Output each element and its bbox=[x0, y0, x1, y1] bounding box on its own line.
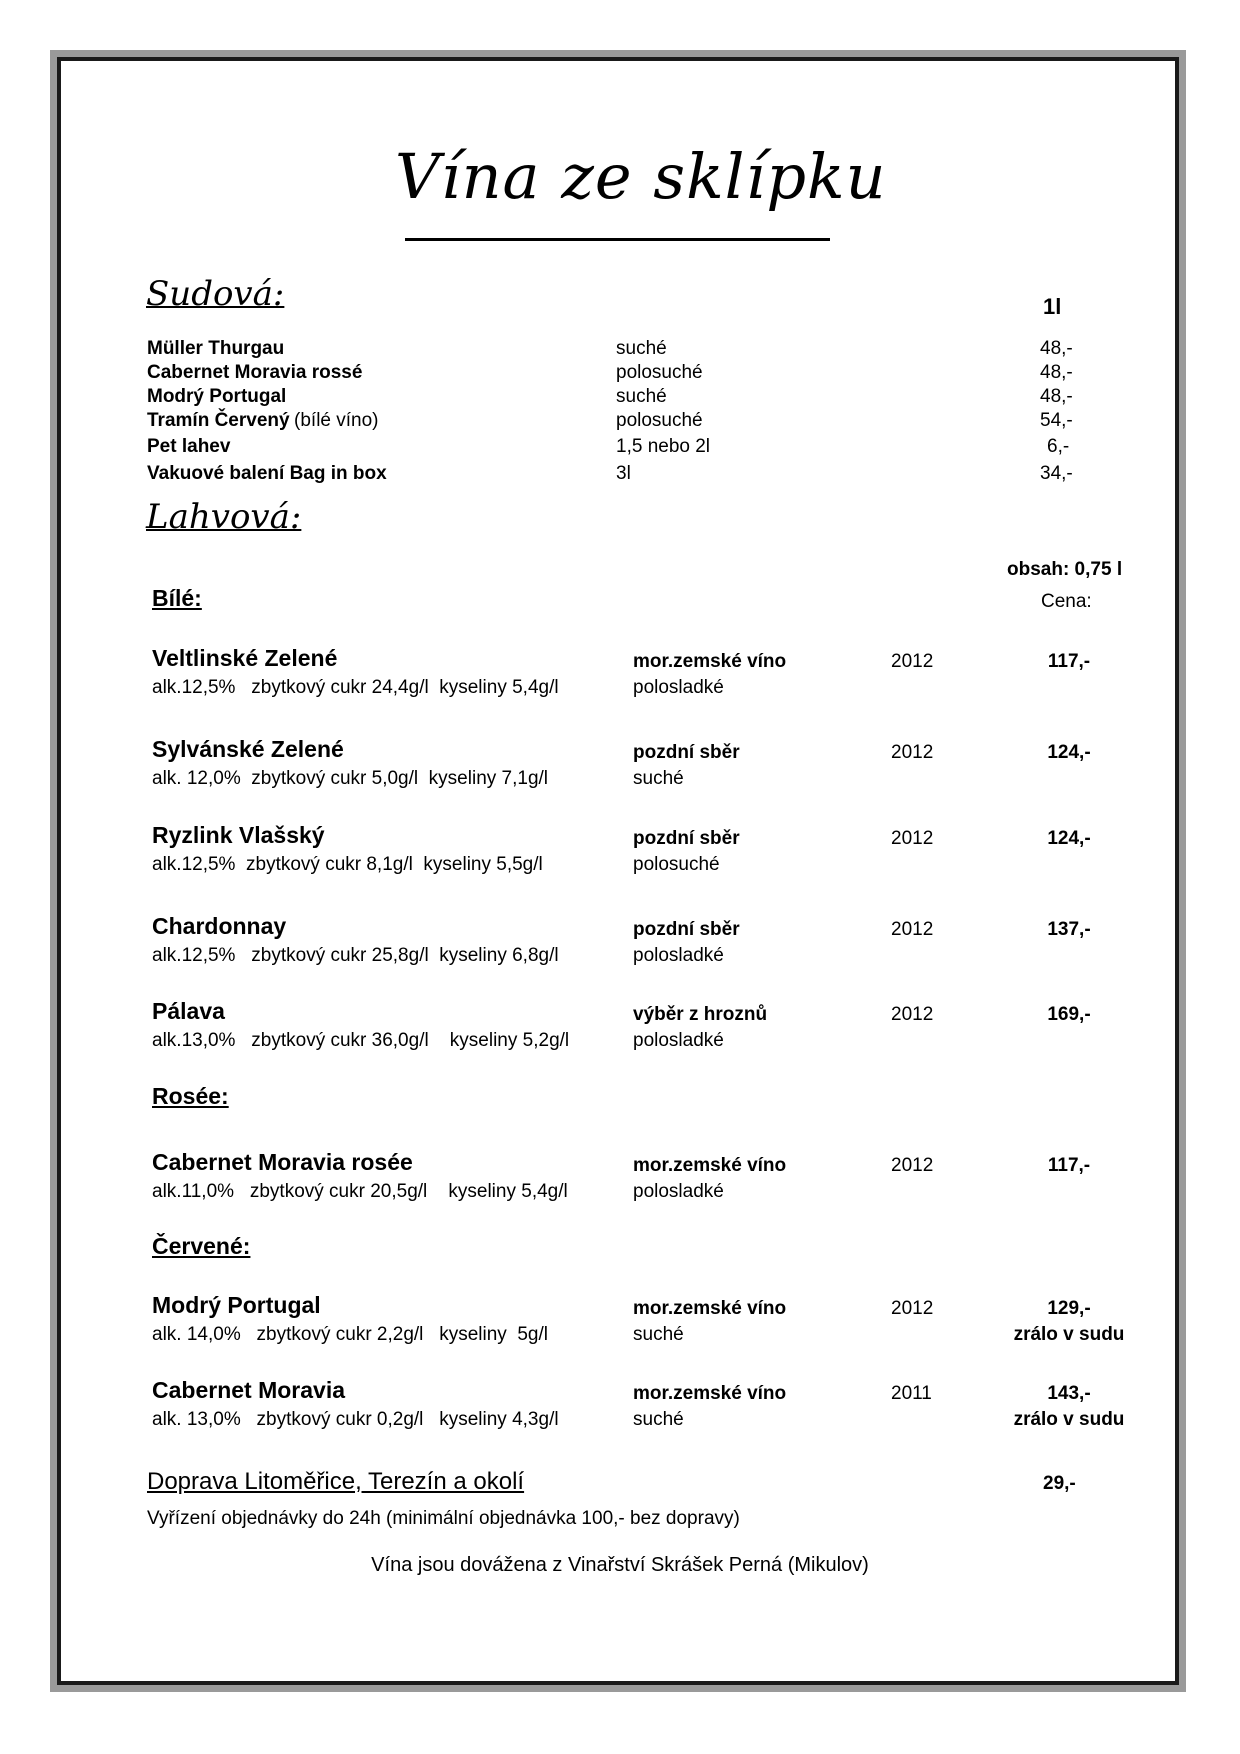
draft-item-price: 48,- bbox=[1040, 338, 1073, 359]
draft-item-name: Pet lahev bbox=[147, 436, 231, 457]
wine-year: 2011 bbox=[891, 1383, 932, 1404]
wine-year: 2012 bbox=[891, 742, 934, 763]
wine-year: 2012 bbox=[891, 1298, 934, 1319]
wine-details: alk. 13,0% zbytkový cukr 0,2g/l kyseliny 4,3g/l bbox=[152, 1409, 559, 1430]
section-heading-rose: Rosée: bbox=[152, 1083, 229, 1109]
wine-details: alk. 12,0% zbytkový cukr 5,0g/l kyseliny 7,1g/l bbox=[152, 768, 549, 789]
price-column-label: Cena: bbox=[1041, 591, 1092, 612]
wine-details: alk.12,5% zbytkový cukr 24,4g/l kyseliny 5,4g/l bbox=[152, 677, 559, 698]
wine-category: mor.zemské víno bbox=[633, 1383, 787, 1404]
wine-year: 2012 bbox=[891, 828, 934, 849]
draft-item-type: 3l bbox=[616, 463, 631, 484]
draft-item-price: 34,- bbox=[1040, 463, 1073, 484]
wine-price: 143,- bbox=[1047, 1383, 1091, 1404]
draft-item-name: Cabernet Moravia rossé bbox=[147, 362, 363, 383]
wine-sweetness: suché bbox=[633, 1409, 684, 1430]
section-heading-white: Bílé: bbox=[152, 585, 202, 611]
wine-name: Cabernet Moravia rosée bbox=[152, 1149, 413, 1175]
wine-name: Modrý Portugal bbox=[152, 1292, 321, 1318]
wine-price: 129,- bbox=[1047, 1298, 1091, 1319]
draft-item-name: Müller Thurgau bbox=[147, 338, 285, 359]
wine-price: 124,- bbox=[1047, 742, 1091, 763]
wine-details: alk.11,0% zbytkový cukr 20,5g/l kyseliny 5,4g/l bbox=[152, 1181, 568, 1202]
title-underline bbox=[405, 238, 830, 241]
bottled-heading: Lahvová: bbox=[146, 497, 302, 537]
wine-sweetness: polosladké bbox=[633, 1181, 724, 1202]
wine-name: Veltlinské Zelené bbox=[152, 645, 338, 671]
delivery-price: 29,- bbox=[1043, 1473, 1076, 1494]
wine-category: pozdní sběr bbox=[633, 828, 740, 849]
wine-category: pozdní sběr bbox=[633, 919, 740, 940]
wine-details: alk.12,5% zbytkový cukr 8,1g/l kyseliny 5,5g/l bbox=[152, 854, 543, 875]
order-note: Vyřízení objednávky do 24h (minimální objednávka 100,- bez dopravy) bbox=[147, 1508, 740, 1529]
wine-sweetness: polosladké bbox=[633, 1030, 724, 1051]
wine-name: Cabernet Moravia bbox=[152, 1377, 346, 1403]
draft-heading: Sudová: bbox=[146, 274, 285, 314]
draft-item-type: 1,5 nebo 2l bbox=[616, 436, 711, 457]
wine-price: 169,- bbox=[1047, 1004, 1091, 1025]
draft-item-name: Tramín Červený bbox=[147, 410, 290, 431]
wine-sweetness: polosuché bbox=[633, 854, 720, 875]
wine-name: Sylvánské Zelené bbox=[152, 736, 344, 762]
wine-price: 124,- bbox=[1047, 828, 1091, 849]
menu-title: Vína ze sklípku bbox=[395, 140, 887, 213]
wine-category: mor.zemské víno bbox=[633, 1298, 787, 1319]
wine-sweetness: polosladké bbox=[633, 677, 724, 698]
winery-source: Vína jsou dovážena z Vinařství Skrášek Perná (Mikulov) bbox=[371, 1554, 869, 1576]
wine-aging-note: zrálo v sudu bbox=[1013, 1409, 1125, 1430]
wine-category: výběr z hroznů bbox=[633, 1004, 768, 1025]
draft-item-price: 6,- bbox=[1047, 436, 1070, 457]
draft-item-type: polosuché bbox=[616, 362, 703, 383]
wine-sweetness: suché bbox=[633, 768, 684, 789]
wine-year: 2012 bbox=[891, 651, 934, 672]
wine-year: 2012 bbox=[891, 1155, 934, 1176]
wine-sweetness: suché bbox=[633, 1324, 684, 1345]
draft-item-price: 54,- bbox=[1040, 410, 1073, 431]
wine-details: alk.12,5% zbytkový cukr 25,8g/l kyseliny 6,8g/l bbox=[152, 945, 559, 966]
section-heading-red: Červené: bbox=[152, 1233, 251, 1259]
wine-category: mor.zemské víno bbox=[633, 1155, 787, 1176]
draft-item-type: polosuché bbox=[616, 410, 703, 431]
draft-item-note: (bílé víno) bbox=[294, 410, 379, 431]
wine-year: 2012 bbox=[891, 919, 934, 940]
volume-label: obsah: 0,75 l bbox=[1007, 559, 1123, 580]
draft-item-price: 48,- bbox=[1040, 362, 1073, 383]
wine-details: alk. 14,0% zbytkový cukr 2,2g/l kyseliny 5g/l bbox=[152, 1324, 549, 1345]
draft-item-type: suché bbox=[616, 338, 667, 359]
wine-year: 2012 bbox=[891, 1004, 934, 1025]
wine-category: mor.zemské víno bbox=[633, 651, 787, 672]
delivery-label: Doprava Litoměřice, Terezín a okolí bbox=[147, 1468, 525, 1495]
draft-unit-label: 1l bbox=[1043, 294, 1062, 319]
wine-name: Pálava bbox=[152, 998, 225, 1024]
draft-item-price: 48,- bbox=[1040, 386, 1073, 407]
draft-item-name: Vakuové balení Bag in box bbox=[147, 463, 387, 484]
wine-price: 117,- bbox=[1047, 651, 1091, 672]
wine-name: Chardonnay bbox=[152, 913, 287, 939]
wine-category: pozdní sběr bbox=[633, 742, 740, 763]
wine-name: Ryzlink Vlašský bbox=[152, 822, 325, 848]
wine-details: alk.13,0% zbytkový cukr 36,0g/l kyseliny 5,2g/l bbox=[152, 1030, 570, 1051]
wine-price: 117,- bbox=[1047, 1155, 1091, 1176]
wine-price: 137,- bbox=[1047, 919, 1091, 940]
wine-sweetness: polosladké bbox=[633, 945, 724, 966]
draft-item-type: suché bbox=[616, 386, 667, 407]
draft-item-name-group bbox=[147, 410, 379, 432]
draft-item-name: Modrý Portugal bbox=[147, 386, 287, 407]
wine-aging-note: zrálo v sudu bbox=[1013, 1324, 1125, 1345]
